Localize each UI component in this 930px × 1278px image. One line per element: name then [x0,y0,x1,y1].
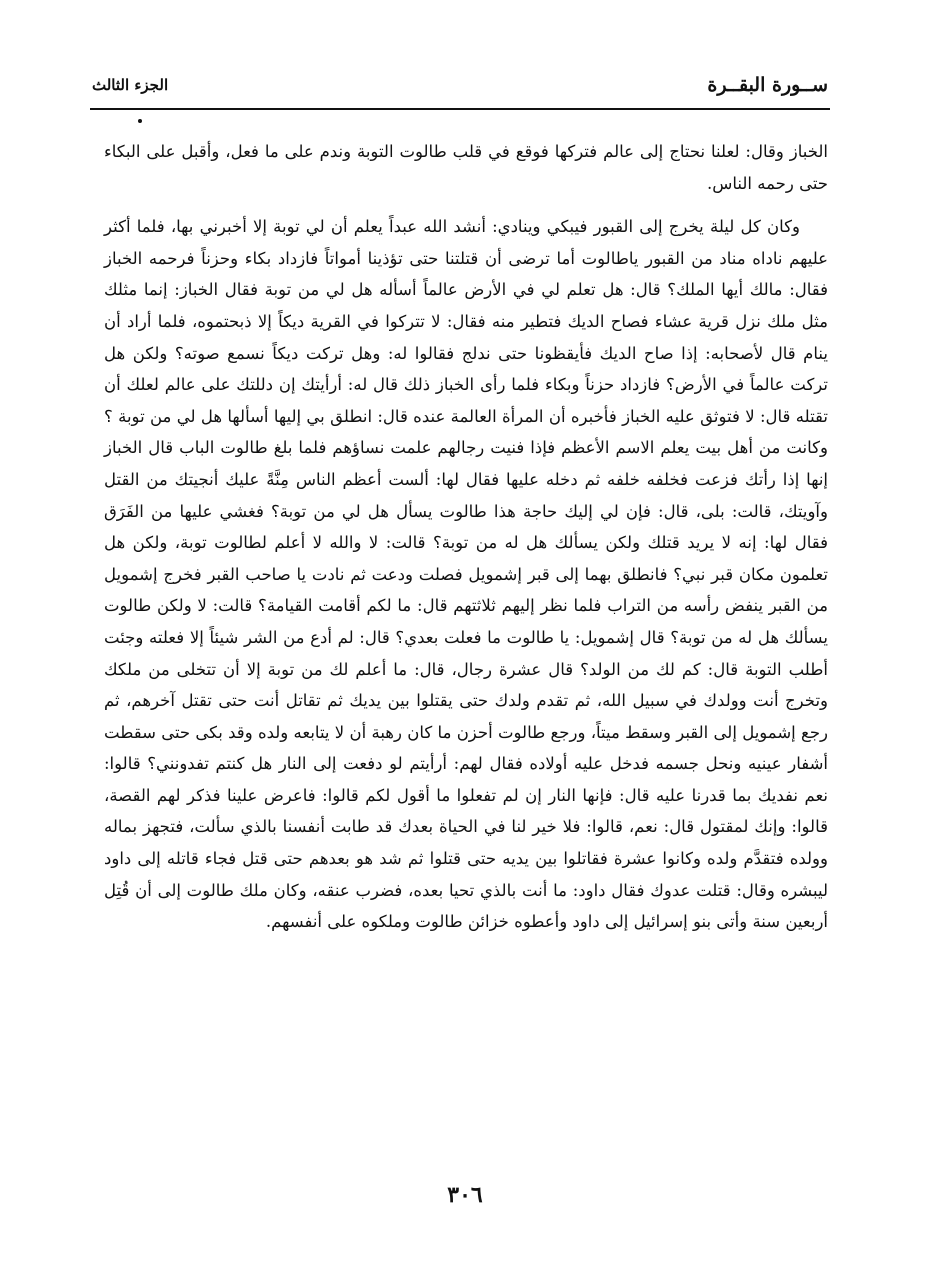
ink-dot [138,119,142,123]
paragraph-2: وكان كل ليلة يخرج إلى القبور فيبكي وينادي: أنشد الله عبداً يعلم أن لي توبة إلا أخبرني بها، فلما أكثر عليهم ناداه مناد من القبور ياطالوت أما ترضى أن قتلتنا حتى تؤذينا أمواتاً فازداد بكاء وحزناً فرحمه الخباز فقال: مالك أيها الملك؟ قال: هل تعلم لي في الأرض عالماً أسأله هل لي من توبة فقال الخباز: إنما مثلك مثل ملك نزل قرية عشاء فصاح الديك فتطير منه فقال: لا تتركوا في القرية ديكاً إلا ذبحتموه، فلما أراد أن ينام قال لأصحابه: إذا صاح الديك فأيقظونا حتى ندلج فقالوا له: وهل تركت ديكاً نسمع صوته؟ ولكن هل تركت عالماً في الأرض؟ فازداد حزناً وبكاء فلما رأى الخباز ذلك قال له: أرأيتك إن دللتك على عالم لعلك أن تقتله قال: لا فتوثق عليه الخباز فأخبره أن المرأة العالمة عنده قال: انطلق بي إليها أسألها هل لي من توبة ؟ وكانت من أهل بيت يعلم الاسم الأعظم فإذا فنيت رجالهم علمت نساؤهم فلما بلغ طالوت الباب قال الخباز إنها إذا رأتك فزعت فخلفه خلفه ثم دخله عليها فقال لها: ألست أعظم الناس مِنَّةً عليك أنجيتك من القتل وآويتك، قالت: بلى، قال: فإن لي إليك حاجة هذا طالوت يسأل هل لي من توبة؟ فغشي عليها من الفَرَق فقال لها: إنه لا يريد قتلك ولكن يسألك هل له من توبة؟ قالت: لا والله لا أعلم لطالوت توبة، ولكن هل تعلمون مكان قبر نبي؟ فانطلق بهما إلى قبر إشمويل فصلت ودعت ثم نادت يا صاحب القبر فخرج إشمويل من القبر ينفض رأسه من التراب فلما نظر إليهم ثلاثتهم قال: ما لكم أقامت القيامة؟ قالت: لا ولكن طالوت يسألك هل له من توبة؟ قال إشمويل: يا طالوت ما فعلت بعدي؟ قال: لم أدع من الشر شيئاً إلا فعلته وجئت أطلب التوبة قال: كم لك من الولد؟ قال عشرة رجال، قال: ما أعلم لك من توبة إلا أن تتخلى من ملكك وتخرج أنت وولدك في سبيل الله، ثم تقدم ولدك حتى يقتلوا بين يديك ثم تقاتل أنت حتى تقتل آخرهم، ثم رجع إشمويل إلى القبر وسقط ميتاً، ورجع طالوت أحزن ما كان رهبة أن لا يتابعه ولده وقد بكى حتى سقطت أشفار عينيه ونحل جسمه فدخل عليه أولاده فقال لهم: أرأيتم لو دفعت إلى النار هل كنتم تفدونني؟ قالوا: نعم نفديك بما قدرنا عليه قال: فإنها النار إن لم تفعلوا ما أقول لكم قالوا: فاعرض علينا فذكر لهم القصة، قالوا: وإنك لمقتول قال: نعم، قالوا: فلا خير لنا في الحياة بعدك قد طابت أنفسنا بالذي سألت، فتجهز بماله وولده فتقدَّم ولده وكانوا عشرة فقاتلوا بين يديه حتى قتلوا ثم شد هو بعدهم حتى قتل فجاء قاتله إلى داود ليبشره وقال: قتلت عدوك فقال داود: ما أنت بالذي تحيا بعده، فضرب عنقه، وكان ملك طالوت إلى أن قُتِل أربعين سنة وأتى بنو إسرائيل إلى داود وأعطوه خزائن طالوت وملكوه على أنفسهم. [104,217,828,932]
surah-title: ســورة البقــرة [707,74,828,96]
page-header [92,74,828,104]
header-divider [90,108,830,110]
body-text [104,136,828,938]
paragraph-1: الخباز وقال: لعلنا نحتاج إلى عالم فتركها فوقع في قلب طالوت التوبة وندم على ما فعل، وأقبل على البكاء حتى رحمه الناس. [104,142,828,193]
page-number: ٣٠٦ [447,1182,483,1208]
part-label: الجزء الثالث [92,76,169,94]
